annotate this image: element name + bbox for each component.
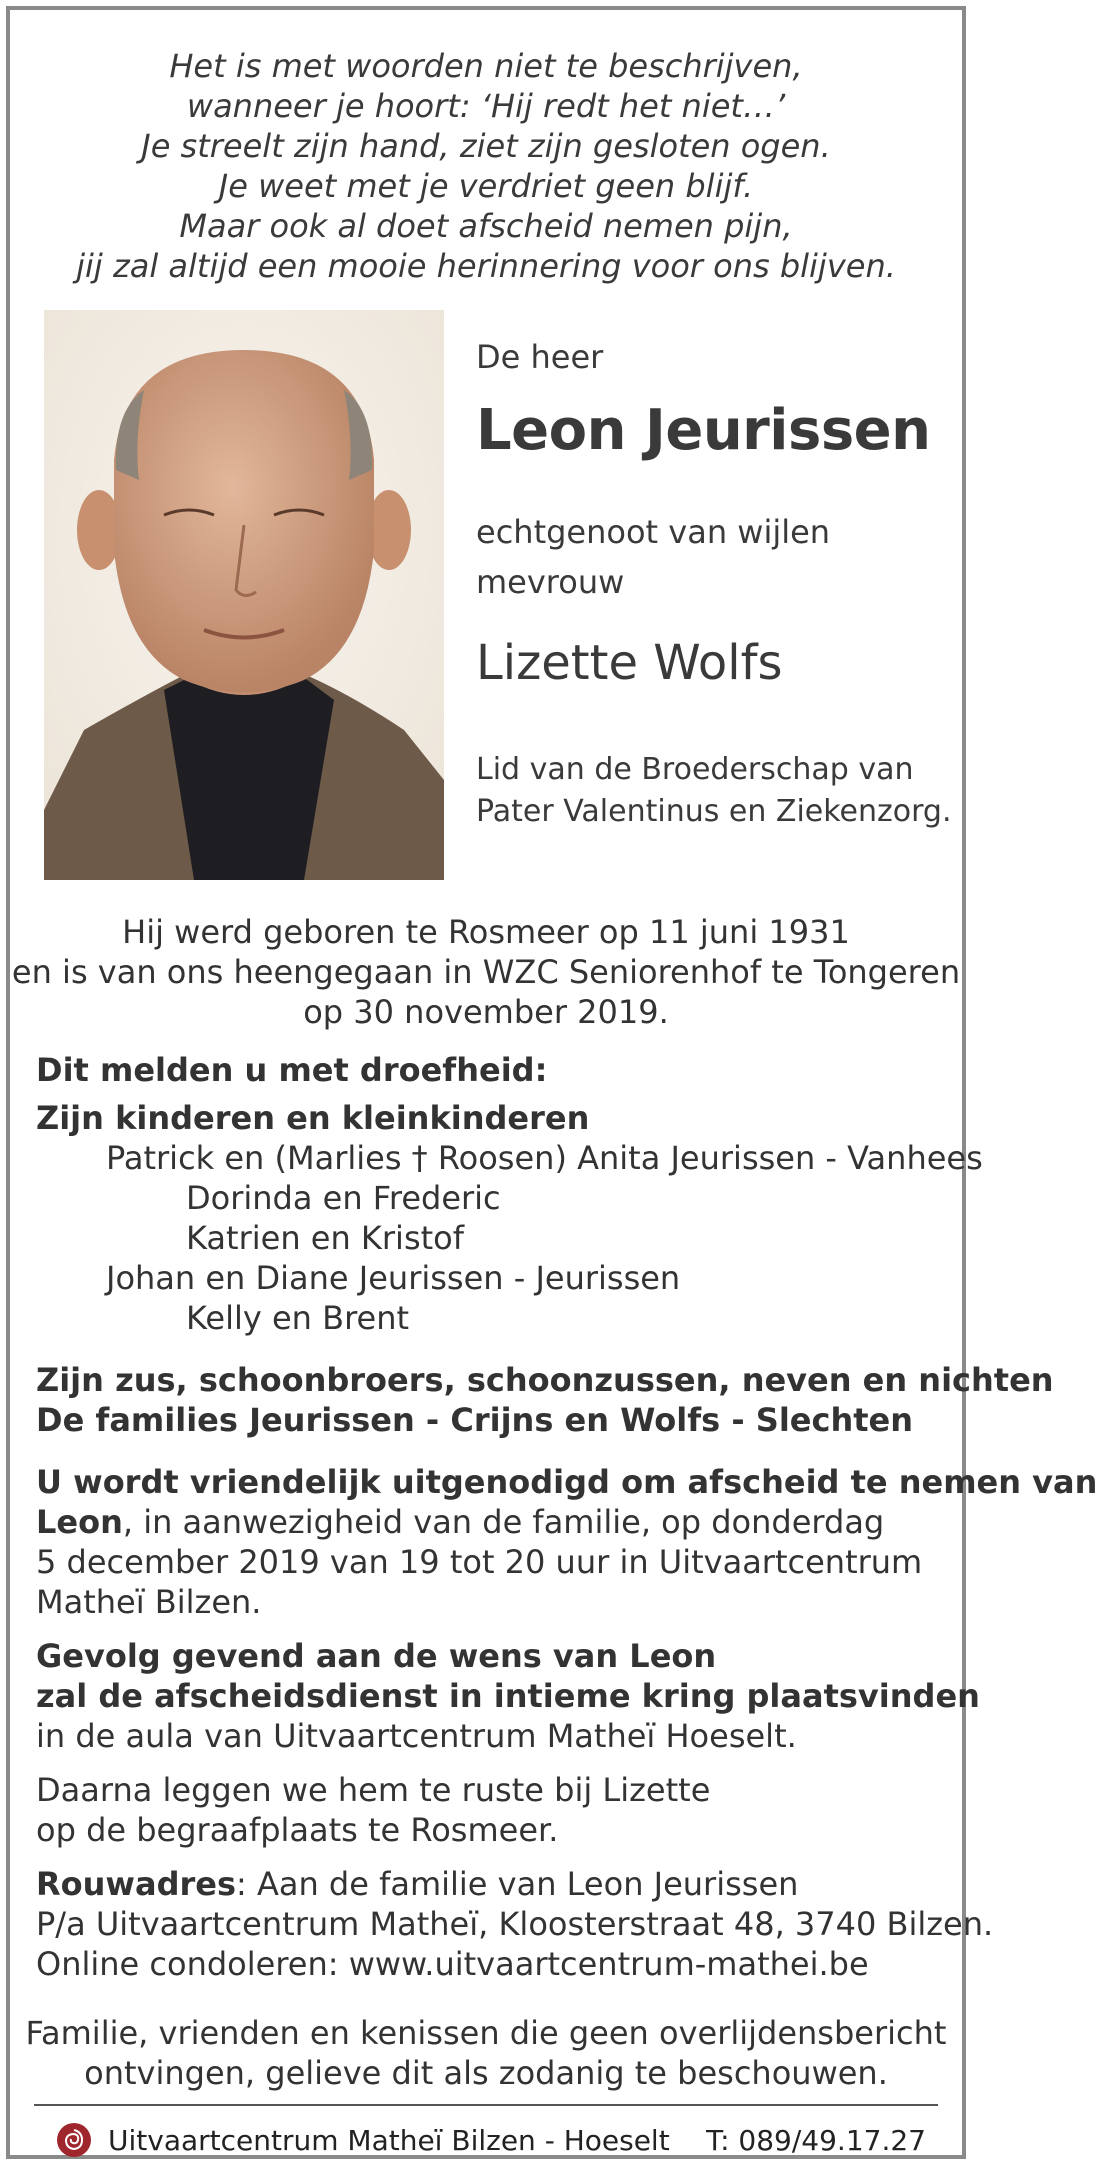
spouse-name: Lizette Wolfs [476,635,783,691]
address-line [36,1864,966,1904]
poem-line: wanneer je hoort: ‘Hij redt het niet…’ [186,87,786,125]
burial-line: op de begraafplaats te Rosmeer. [36,1811,559,1849]
invitation-name: Leon [36,1503,123,1541]
membership [476,749,956,833]
address-label: Rouwadres [36,1865,236,1903]
deceased-name: Leon Jeurissen [476,398,931,463]
family-line: Johan en Diane Jeurissen - Jeurissen [106,1259,681,1297]
invitation-line: U wordt vriendelijk uitgenodigd om afscheid te nemen van [36,1463,1097,1501]
address-text: : Aan de familie van Leon Jeurissen [236,1865,799,1903]
death-notice-card [6,6,1097,2159]
salutation: De heer [476,338,604,376]
poem-line: Je weet met je verdriet geen blijf. [218,167,754,205]
relatives-line: Zijn zus, schoonbroers, schoonzussen, neven en nichten [36,1361,1054,1399]
footer-divider [34,2104,938,2106]
phone-number: T: 089/49.17.27 [706,2123,926,2157]
birth-death-line: en is van ons heengegaan in WZC Seniorenhof te Tongeren [11,953,961,991]
birth-death-text [10,912,962,1032]
spouse-intro-line: echtgenoot van wijlen [476,513,831,551]
closing-note-line: Familie, vrienden en kenissen die geen overlijdensbericht [25,2014,947,2052]
online-condolence-line: Online condoleren: www.uitvaartcentrum-mathei.be [36,1945,869,1983]
invitation-line: 5 december 2019 van 19 tot 20 uur in Uitvaartcentrum [36,1543,923,1581]
service-line: in de aula van Uitvaartcentrum Matheï Hoeselt. [36,1717,797,1755]
footer [56,2120,926,2160]
funeral-home-name: Uitvaartcentrum Matheï Bilzen - Hoeselt [108,2123,670,2157]
service-line: zal de afscheidsdienst in intieme kring plaatsvinden [36,1677,980,1715]
birth-death-line: Hij werd geboren te Rosmeer op 11 juni 1931 [122,913,850,951]
poem [10,46,962,286]
address-line: P/a Uitvaartcentrum Matheï, Kloosterstraat 48, 3740 Bilzen. [36,1905,994,1943]
portrait-photo [44,310,444,880]
deceased-info [476,338,956,833]
relatives-line: De families Jeurissen - Crijns en Wolfs - Slechten [36,1401,914,1439]
closing-note-line: ontvingen, gelieve dit als zodanig te beschouwen. [84,2054,888,2092]
poem-line: Maar ook al doet afscheid nemen pijn, [179,207,793,245]
invitation-text: , in aanwezigheid van de familie, op donderdag [122,1503,885,1541]
membership-line: Pater Valentinus en Ziekenzorg. [476,794,952,829]
spouse-intro-line: mevrouw [476,563,625,601]
membership-line: Lid van de Broederschap van [476,752,914,787]
spouse-intro [476,507,956,607]
notice-body [36,1050,1097,1984]
poem-line: jij zal altijd een mooie herinnering voor ons blijven. [76,247,896,285]
rose-icon [56,2122,92,2158]
invitation-line [36,1502,966,1542]
poem-line: Het is met woorden niet te beschrijven, [169,47,803,85]
poem-line: Je streelt zijn hand, ziet zijn gesloten ogen. [141,127,831,165]
closing-note [10,2013,962,2093]
family-line: Dorinda en Frederic [186,1179,501,1217]
portrait-illustration [44,310,444,880]
family-line: Katrien en Kristof [186,1219,464,1257]
service-line: Gevolg gevend aan de wens van Leon [36,1637,717,1675]
children-heading: Zijn kinderen en kleinkinderen [36,1099,590,1137]
announce-heading: Dit melden u met droefheid: [36,1051,548,1089]
invitation-line: Matheï Bilzen. [36,1583,262,1621]
family-line: Kelly en Brent [186,1299,410,1337]
birth-death-line: op 30 november 2019. [303,993,669,1031]
burial-line: Daarna leggen we hem te ruste bij Lizette [36,1771,711,1809]
family-line: Patrick en (Marlies † Roosen) Anita Jeurissen - Vanhees [106,1139,983,1177]
